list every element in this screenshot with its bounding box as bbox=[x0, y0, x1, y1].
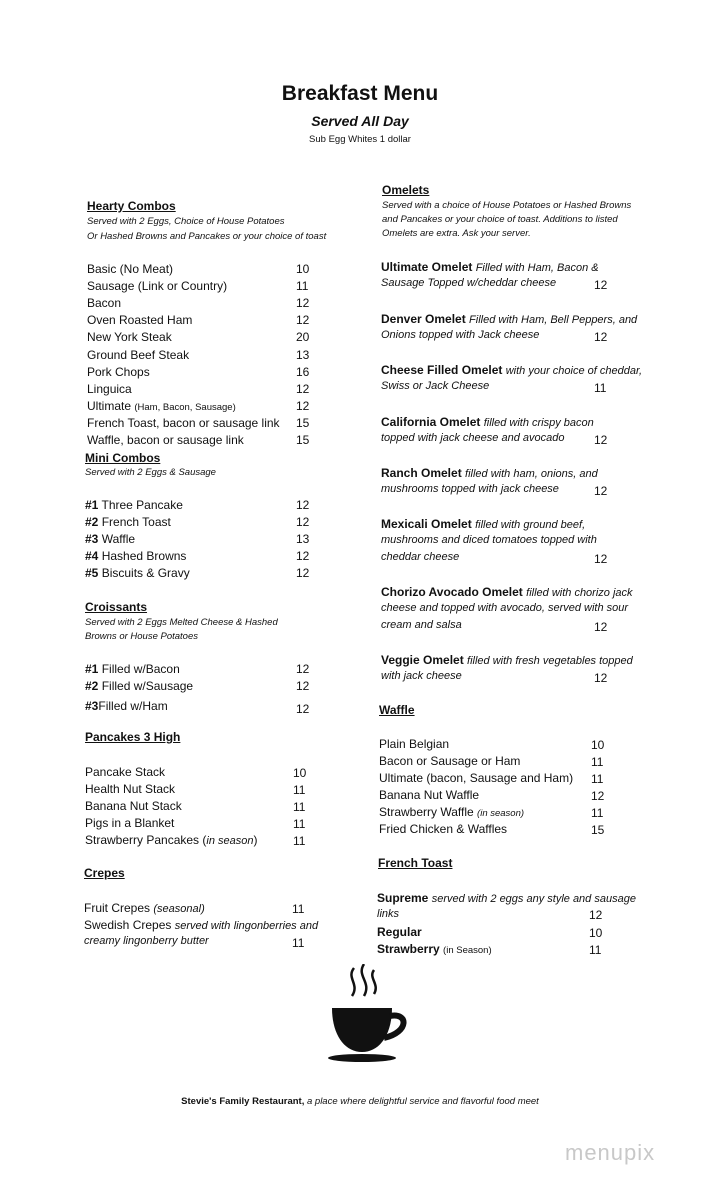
item-price: 10 bbox=[589, 926, 603, 940]
menu-item bbox=[381, 363, 642, 377]
item-price: 12 bbox=[594, 484, 608, 498]
item-name: Strawberry Waffle bbox=[379, 805, 474, 819]
item-name: Hashed Browns bbox=[101, 549, 187, 563]
item-price: 12 bbox=[296, 398, 310, 413]
item-price: 15 bbox=[296, 415, 310, 430]
note: Sub Egg Whites 1 dollar bbox=[309, 134, 411, 145]
mini-title: Mini Combos bbox=[85, 451, 161, 465]
item-price: 12 bbox=[296, 566, 310, 580]
menu-item bbox=[85, 532, 135, 546]
item-name: California Omelet bbox=[381, 415, 481, 429]
watermark-logo: menupix bbox=[565, 1140, 656, 1165]
item-number: #3 bbox=[85, 532, 99, 546]
item-price: 10 bbox=[591, 738, 605, 752]
item-price: 11 bbox=[293, 834, 306, 848]
menu-item bbox=[85, 498, 183, 512]
menu-item bbox=[377, 891, 636, 905]
menu-item bbox=[85, 833, 257, 847]
item-name: Filled w/Sausage bbox=[101, 679, 194, 693]
item-note: (in season) bbox=[477, 808, 525, 819]
item-price: 10 bbox=[293, 766, 307, 780]
menu-item bbox=[381, 653, 633, 667]
item-number: #5 bbox=[85, 566, 99, 580]
item-price: 11 bbox=[591, 806, 604, 820]
pancakes-title: Pancakes 3 High bbox=[85, 730, 181, 744]
menu-item bbox=[87, 296, 121, 310]
menu-item bbox=[381, 466, 598, 480]
item-price: 11 bbox=[293, 800, 306, 814]
menu-item bbox=[381, 312, 637, 326]
item-price: 11 bbox=[591, 772, 604, 786]
item-price: 12 bbox=[594, 433, 608, 447]
item-name: Waffle bbox=[101, 532, 136, 546]
item-desc: cheese and topped with avocado, served with sour bbox=[381, 602, 629, 614]
item-desc: cream and salsa bbox=[381, 619, 462, 631]
item-price: 12 bbox=[296, 549, 310, 563]
item-name: Banana Nut Stack bbox=[85, 799, 182, 813]
item-price: 12 bbox=[296, 498, 310, 512]
item-price: 10 bbox=[296, 262, 310, 276]
item-name: Veggie Omelet bbox=[381, 653, 464, 667]
page-title: Breakfast Menu bbox=[281, 82, 439, 105]
item-price: 15 bbox=[591, 823, 605, 837]
menu-item bbox=[87, 365, 150, 379]
item-name: ) bbox=[253, 833, 258, 847]
hearty-desc: Served with 2 Eggs, Choice of House Potatoes bbox=[87, 216, 285, 227]
item-desc: Filled with Ham, Bell Peppers, and bbox=[469, 314, 638, 326]
menu-item bbox=[381, 517, 585, 531]
item-name: Health Nut Stack bbox=[85, 782, 176, 796]
item-name: Ultimate Omelet bbox=[381, 260, 473, 274]
item-price: 11 bbox=[293, 783, 306, 797]
item-name: Plain Belgian bbox=[379, 737, 450, 751]
item-desc: cheddar cheese bbox=[381, 551, 460, 563]
item-name: Sausage (Link or Country) bbox=[87, 279, 228, 294]
item-name: Fried Chicken & Waffles bbox=[379, 822, 508, 836]
tagline: a place where delightful service and flavorful food meet bbox=[306, 1096, 539, 1107]
menu-item bbox=[85, 549, 186, 563]
menu-item bbox=[379, 788, 479, 802]
item-desc: served with 2 eggs any style and sausage bbox=[431, 893, 636, 905]
item-number: #4 bbox=[85, 549, 99, 563]
item-name: Bacon or Sausage or Ham bbox=[379, 754, 521, 768]
item-price: 11 bbox=[292, 902, 305, 916]
menu-item bbox=[87, 279, 227, 293]
menu-item bbox=[85, 679, 193, 693]
mini-desc: Served with 2 Eggs & Sausage bbox=[85, 467, 216, 478]
croissants-desc: Served with 2 Eggs Melted Cheese & Hashed bbox=[85, 617, 278, 628]
menu-item bbox=[87, 348, 189, 362]
menu-item bbox=[379, 822, 507, 836]
item-price: 20 bbox=[296, 330, 310, 345]
hearty-title: Hearty Combos bbox=[87, 199, 176, 213]
item-price: 12 bbox=[296, 296, 310, 311]
item-name: Linguica bbox=[87, 381, 132, 396]
item-price: 12 bbox=[296, 662, 310, 676]
item-name: Waffle, bacon or sausage link bbox=[87, 433, 244, 447]
menu-item bbox=[377, 942, 492, 956]
item-price: 12 bbox=[296, 702, 310, 716]
item-name: Strawberry bbox=[377, 942, 440, 956]
omelets-desc: Served with a choice of House Potatoes or Hashed Browns bbox=[382, 200, 632, 211]
omelets-title: Omelets bbox=[382, 183, 430, 197]
crepes-title: Crepes bbox=[84, 866, 125, 880]
item-desc: filled with fresh vegetables topped bbox=[467, 655, 633, 667]
item-note: in season bbox=[206, 835, 254, 847]
menu-item bbox=[381, 415, 594, 429]
menu-item bbox=[85, 566, 190, 580]
menu-item bbox=[379, 737, 449, 751]
item-name: Cheese Filled Omelet bbox=[381, 363, 503, 377]
item-price: 11 bbox=[589, 943, 602, 957]
waffle-title: Waffle bbox=[379, 703, 415, 717]
item-price: 12 bbox=[594, 278, 608, 292]
footer bbox=[0, 1096, 720, 1107]
menu-item bbox=[84, 901, 205, 915]
item-desc: with jack cheese bbox=[381, 670, 462, 682]
item-name: Filled w/Ham bbox=[98, 699, 168, 713]
menu-item bbox=[379, 754, 520, 768]
item-price: 11 bbox=[292, 936, 305, 950]
item-name: Mexicali Omelet bbox=[381, 517, 472, 531]
item-price: 12 bbox=[594, 620, 608, 634]
menu-item bbox=[87, 416, 280, 430]
item-name: Strawberry Pancakes ( bbox=[85, 833, 207, 847]
item-name: Swedish Crepes bbox=[84, 918, 172, 932]
item-name: Filled w/Bacon bbox=[101, 662, 180, 676]
croissants-desc: Browns or House Potatoes bbox=[85, 631, 199, 642]
croissants-title: Croissants bbox=[85, 600, 148, 614]
item-price: 12 bbox=[296, 679, 310, 693]
item-name: Chorizo Avocado Omelet bbox=[381, 585, 523, 599]
menu-item bbox=[381, 260, 599, 274]
item-price: 11 bbox=[293, 817, 306, 831]
item-desc: Sausage Topped w/cheddar cheese bbox=[381, 277, 557, 289]
item-name: Banana Nut Waffle bbox=[379, 788, 480, 802]
item-name: Ultimate (bacon, Sausage and Ham) bbox=[379, 771, 574, 785]
item-desc: filled with chorizo jack bbox=[526, 587, 633, 599]
item-price: 16 bbox=[296, 364, 310, 379]
item-price: 13 bbox=[296, 347, 310, 362]
item-name: Three Pancake bbox=[101, 498, 183, 512]
menu-item bbox=[379, 805, 524, 819]
item-desc: filled with ground beef, bbox=[475, 519, 586, 531]
item-note: creamy lingonberry butter bbox=[84, 935, 209, 947]
menu-item bbox=[381, 585, 633, 599]
item-price: 12 bbox=[594, 552, 608, 566]
item-desc: filled with ham, onions, and bbox=[465, 468, 598, 480]
item-price: 12 bbox=[296, 515, 310, 529]
item-note: lingonberries and bbox=[233, 920, 319, 932]
item-price: 12 bbox=[296, 313, 310, 328]
item-desc: links bbox=[377, 908, 400, 920]
menu-item bbox=[85, 515, 171, 529]
menu-item bbox=[85, 782, 175, 796]
item-desc: with your choice of cheddar, bbox=[505, 365, 643, 377]
item-name: French Toast, bacon or sausage link bbox=[87, 415, 280, 430]
item-name: Biscuits & Gravy bbox=[101, 566, 190, 580]
french-toast-title: French Toast bbox=[378, 856, 453, 870]
item-note: (in Season) bbox=[443, 945, 492, 956]
item-price: 15 bbox=[296, 433, 310, 447]
menu-item bbox=[87, 313, 192, 327]
item-desc: mushrooms topped with jack cheese bbox=[381, 483, 559, 495]
restaurant-name: Stevie's Family Restaurant, bbox=[181, 1096, 305, 1107]
menu-item bbox=[87, 433, 244, 447]
item-number: #2 bbox=[85, 515, 99, 529]
item-desc: mushrooms and diced tomatoes topped with bbox=[381, 534, 597, 546]
item-price: 12 bbox=[589, 908, 603, 922]
item-name: Pork Chops bbox=[87, 364, 150, 379]
item-desc: filled with crispy bacon bbox=[483, 417, 594, 429]
item-price: 12 bbox=[591, 789, 605, 803]
menu-item bbox=[87, 382, 132, 396]
item-number: #1 bbox=[85, 498, 99, 512]
item-name: Ranch Omelet bbox=[381, 466, 462, 480]
item-price: 12 bbox=[594, 330, 608, 344]
omelets-desc: and Pancakes or your choice of toast. Additions to listed bbox=[382, 214, 618, 225]
item-name: Pigs in a Blanket bbox=[85, 816, 175, 830]
item-name: Denver Omelet bbox=[381, 312, 466, 326]
item-name: Oven Roasted Ham bbox=[87, 313, 193, 328]
hearty-desc: Or Hashed Browns and Pancakes or your choice of toast bbox=[87, 231, 327, 242]
menu-item bbox=[85, 799, 182, 813]
item-price: 12 bbox=[296, 381, 310, 396]
item-note: (seasonal) bbox=[153, 903, 205, 915]
menu-item bbox=[85, 816, 174, 830]
item-number: #3 bbox=[85, 699, 99, 713]
item-name: Ground Beef Steak bbox=[87, 347, 190, 362]
item-price: 12 bbox=[594, 671, 608, 685]
item-price: 11 bbox=[296, 279, 309, 294]
item-price: 11 bbox=[591, 755, 604, 769]
item-name: French Toast bbox=[101, 515, 171, 529]
menu-item bbox=[87, 399, 236, 413]
coffee-cup-icon bbox=[326, 964, 410, 1070]
item-number: #1 bbox=[85, 662, 99, 676]
item-price: 13 bbox=[296, 532, 310, 546]
item-desc: Filled with Ham, Bacon & bbox=[475, 262, 599, 274]
item-name: New York Steak bbox=[87, 330, 172, 345]
item-name: Regular bbox=[377, 925, 422, 939]
item-desc: Onions topped with Jack cheese bbox=[381, 329, 540, 341]
item-note: served with bbox=[174, 920, 231, 932]
menu-item bbox=[85, 699, 168, 713]
item-name: Fruit Crepes bbox=[84, 901, 151, 915]
item-name: Bacon bbox=[87, 296, 122, 311]
menu-item bbox=[84, 918, 318, 932]
item-name: Pancake Stack bbox=[85, 765, 166, 779]
item-number: #2 bbox=[85, 679, 99, 693]
item-name: Supreme bbox=[377, 891, 429, 905]
item-note: (Ham, Bacon, Sausage) bbox=[134, 401, 236, 413]
item-price: 11 bbox=[594, 381, 607, 395]
omelets-desc: Omelets are extra. Ask your server. bbox=[382, 228, 531, 239]
item-name: Ultimate bbox=[87, 398, 132, 413]
menu-item bbox=[379, 771, 573, 785]
item-desc: Swiss or Jack Cheese bbox=[381, 380, 490, 392]
menu-item bbox=[87, 330, 172, 344]
menu-item bbox=[85, 662, 180, 676]
menu-item bbox=[87, 262, 173, 276]
item-name: Basic (No Meat) bbox=[87, 262, 174, 276]
menu-item bbox=[85, 765, 165, 779]
item-desc: topped with jack cheese and avocado bbox=[381, 432, 565, 444]
subtitle: Served All Day bbox=[311, 113, 409, 129]
